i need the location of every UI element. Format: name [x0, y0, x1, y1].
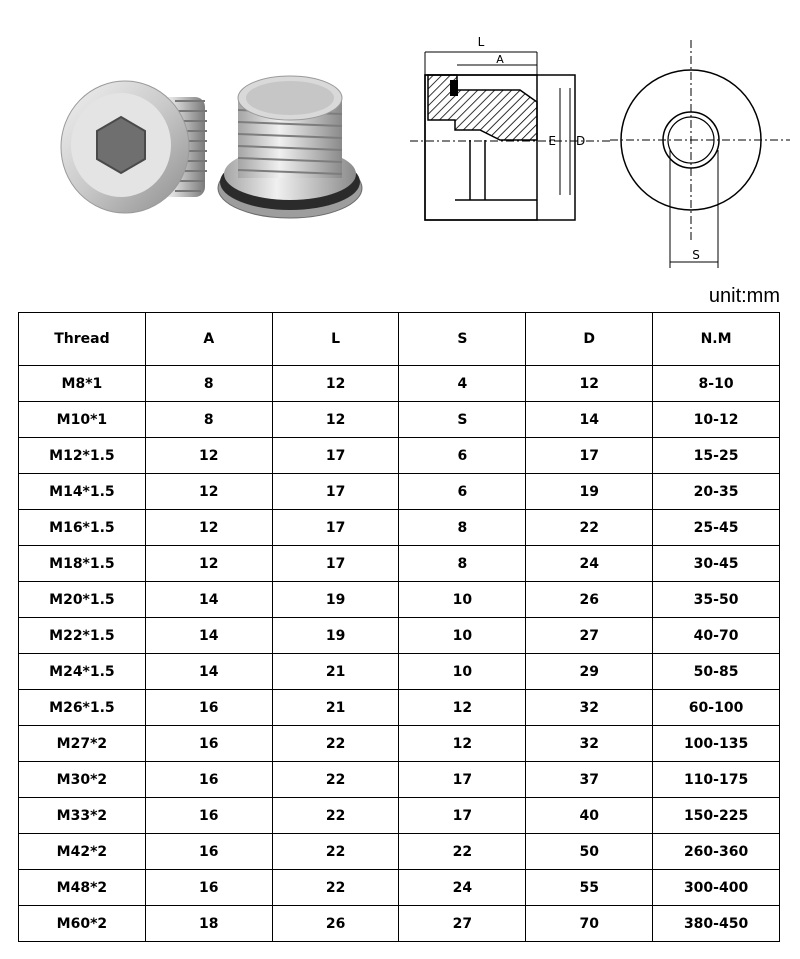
cell-thread: M22*1.5 — [19, 618, 146, 654]
cell-d: 24 — [526, 546, 653, 582]
cell-l: 17 — [272, 438, 399, 474]
cell-s: 4 — [399, 366, 526, 402]
cell-nm: 110-175 — [653, 762, 780, 798]
cell-l: 17 — [272, 474, 399, 510]
cell-nm: 380-450 — [653, 906, 780, 942]
table-row — [19, 618, 780, 654]
cell-d: 40 — [526, 798, 653, 834]
cell-s: 10 — [399, 582, 526, 618]
cell-l: 17 — [272, 510, 399, 546]
cell-s: 27 — [399, 906, 526, 942]
cell-d: 19 — [526, 474, 653, 510]
dim-label-A: A — [496, 53, 504, 66]
table-row — [19, 438, 780, 474]
table-row — [19, 474, 780, 510]
dim-label-L: L — [477, 35, 485, 49]
cell-a: 12 — [145, 510, 272, 546]
header-d: D — [526, 313, 653, 366]
cell-d: 14 — [526, 402, 653, 438]
table-row — [19, 402, 780, 438]
table-row — [19, 906, 780, 942]
cell-thread: M60*2 — [19, 906, 146, 942]
cell-s: 17 — [399, 762, 526, 798]
cell-nm: 30-45 — [653, 546, 780, 582]
cell-s: 8 — [399, 546, 526, 582]
table-row — [19, 690, 780, 726]
cell-a: 16 — [145, 762, 272, 798]
cell-l: 22 — [272, 762, 399, 798]
cell-d: 17 — [526, 438, 653, 474]
table-row — [19, 798, 780, 834]
cell-l: 21 — [272, 654, 399, 690]
cell-nm: 100-135 — [653, 726, 780, 762]
cell-thread: M10*1 — [19, 402, 146, 438]
cell-d: 29 — [526, 654, 653, 690]
cell-thread: M18*1.5 — [19, 546, 146, 582]
table-row — [19, 834, 780, 870]
table-row — [19, 870, 780, 906]
header-thread: Thread — [19, 313, 146, 366]
cell-l: 19 — [272, 618, 399, 654]
cell-s: 24 — [399, 870, 526, 906]
section-view-drawing — [410, 30, 610, 234]
dim-label-E: E — [548, 134, 556, 148]
cell-l: 19 — [272, 582, 399, 618]
end-view-drawing — [610, 40, 790, 279]
cell-a: 16 — [145, 798, 272, 834]
cell-a: 16 — [145, 690, 272, 726]
cell-d: 32 — [526, 690, 653, 726]
cell-thread: M30*2 — [19, 762, 146, 798]
cell-nm: 35-50 — [653, 582, 780, 618]
cell-s: 6 — [399, 474, 526, 510]
cell-nm: 260-360 — [653, 834, 780, 870]
cell-thread: M24*1.5 — [19, 654, 146, 690]
cell-d: 27 — [526, 618, 653, 654]
cell-s: 12 — [399, 690, 526, 726]
cell-l: 22 — [272, 798, 399, 834]
cell-l: 26 — [272, 906, 399, 942]
header-nm: N.M — [653, 313, 780, 366]
table-row — [19, 546, 780, 582]
cell-thread: M48*2 — [19, 870, 146, 906]
cell-d: 32 — [526, 726, 653, 762]
cell-d: 37 — [526, 762, 653, 798]
cell-thread: M20*1.5 — [19, 582, 146, 618]
cell-thread: M33*2 — [19, 798, 146, 834]
cell-s: 8 — [399, 510, 526, 546]
cell-d: 55 — [526, 870, 653, 906]
cell-nm: 15-25 — [653, 438, 780, 474]
cell-thread: M26*1.5 — [19, 690, 146, 726]
cell-a: 16 — [145, 834, 272, 870]
cell-s: 6 — [399, 438, 526, 474]
cell-thread: M12*1.5 — [19, 438, 146, 474]
cell-s: 10 — [399, 618, 526, 654]
cell-nm: 40-70 — [653, 618, 780, 654]
cell-a: 12 — [145, 474, 272, 510]
cell-l: 22 — [272, 870, 399, 906]
cell-l: 17 — [272, 546, 399, 582]
cell-a: 16 — [145, 870, 272, 906]
cell-nm: 50-85 — [653, 654, 780, 690]
cell-s: 17 — [399, 798, 526, 834]
cell-nm: 8-10 — [653, 366, 780, 402]
plug-photo-thread — [210, 70, 370, 230]
cell-a: 8 — [145, 402, 272, 438]
dim-label-S: S — [692, 248, 700, 262]
cell-nm: 25-45 — [653, 510, 780, 546]
cell-l: 21 — [272, 690, 399, 726]
cell-d: 50 — [526, 834, 653, 870]
cell-nm: 300-400 — [653, 870, 780, 906]
cell-thread: M14*1.5 — [19, 474, 146, 510]
cell-thread: M8*1 — [19, 366, 146, 402]
table-row — [19, 582, 780, 618]
cell-a: 14 — [145, 582, 272, 618]
cell-a: 8 — [145, 366, 272, 402]
cell-a: 18 — [145, 906, 272, 942]
cell-l: 22 — [272, 834, 399, 870]
header-s: S — [399, 313, 526, 366]
product-illustration-area — [0, 0, 800, 280]
cell-a: 14 — [145, 618, 272, 654]
cell-l: 12 — [272, 366, 399, 402]
dim-label-D: D — [576, 134, 586, 148]
unit-label: unit:mm — [708, 285, 780, 307]
cell-nm: 150-225 — [653, 798, 780, 834]
table-row — [19, 654, 780, 690]
header-a: A — [145, 313, 272, 366]
cell-l: 12 — [272, 402, 399, 438]
cell-nm: 10-12 — [653, 402, 780, 438]
cell-a: 12 — [145, 546, 272, 582]
cell-d: 26 — [526, 582, 653, 618]
spec-table — [18, 312, 780, 942]
cell-a: 12 — [145, 438, 272, 474]
cell-l: 22 — [272, 726, 399, 762]
cell-s: S — [399, 402, 526, 438]
plug-photo-front — [55, 65, 215, 225]
table-row — [19, 726, 780, 762]
table-row — [19, 762, 780, 798]
cell-nm: 20-35 — [653, 474, 780, 510]
header-l: L — [272, 313, 399, 366]
cell-thread: M42*2 — [19, 834, 146, 870]
table-row — [19, 366, 780, 402]
cell-d: 22 — [526, 510, 653, 546]
cell-s: 12 — [399, 726, 526, 762]
cell-a: 14 — [145, 654, 272, 690]
cell-thread: M27*2 — [19, 726, 146, 762]
cell-d: 12 — [526, 366, 653, 402]
cell-d: 70 — [526, 906, 653, 942]
table-header-row — [19, 313, 780, 366]
cell-thread: M16*1.5 — [19, 510, 146, 546]
cell-s: 10 — [399, 654, 526, 690]
cell-s: 22 — [399, 834, 526, 870]
cell-a: 16 — [145, 726, 272, 762]
cell-nm: 60-100 — [653, 690, 780, 726]
table-row — [19, 510, 780, 546]
